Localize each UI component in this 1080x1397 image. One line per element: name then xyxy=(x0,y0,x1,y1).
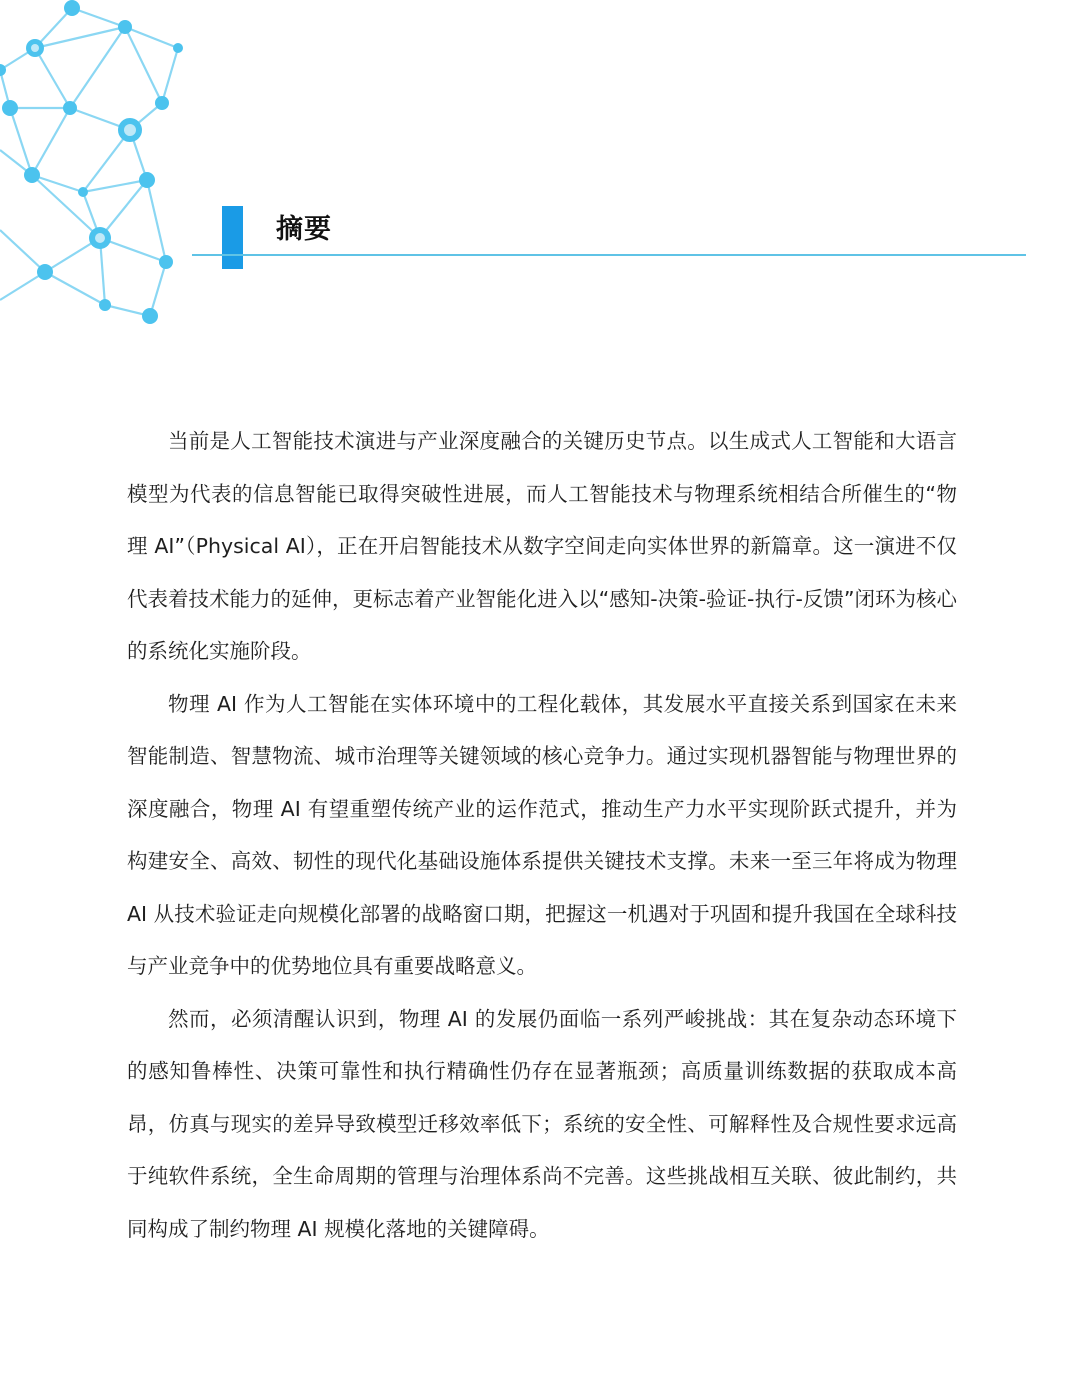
heading-divider xyxy=(192,254,1026,256)
paragraph-1: 当前是人工智能技术演进与产业深度融合的关键历史节点。以生成式人工智能和大语言模型为代表的信息智能已取得突破性进展，而人工智能技术与物理系统相结合所催生的“物理 AI”（Physical AI），正在开启智能技术从数字空间走向实体世界的新篇章。这一演进不仅代表着技术能力的延伸，更标志着产业智能化进入以“感知-决策-验证-执行-反馈”闭环为核心的系统化实施阶段。 xyxy=(127,429,957,663)
section-title: 摘要 xyxy=(276,214,332,245)
abstract-body xyxy=(127,415,957,1255)
paragraph-3: 然而，必须清醒认识到，物理 AI 的发展仍面临一系列严峻挑战：其在复杂动态环境下的感知鲁棒性、决策可靠性和执行精确性仍存在显著瓶颈；高质量训练数据的获取成本高昂，仿真与现实的差异导致模型迁移效率低下；系统的安全性、可解释性及合规性要求远高于纯软件系统，全生命周期的管理与治理体系尚不完善。这些挑战相互关联、彼此制约，共同构成了制约物理 AI 规模化落地的关键障碍。 xyxy=(127,1006,957,1241)
paragraph-2: 物理 AI 作为人工智能在实体环境中的工程化载体，其发展水平直接关系到国家在未来智能制造、智慧物流、城市治理等关键领域的核心竞争力。通过实现机器智能与物理世界的深度融合，物理 AI 有望重塑传统产业的运作范式，推动生产力水平实现阶跃式提升，并为构建安全、高效、韧性的现代化基础设施体系提供关键技术支撑。未来一至三年将成为物理 AI 从技术验证走向规模化部署的战略窗口期，把握这一机遇对于巩固和提升我国在全球科技与产业竞争中的优势地位具有重要战略意义。 xyxy=(127,691,957,978)
heading-accent-bar xyxy=(222,206,243,269)
network-graph-icon xyxy=(0,0,200,340)
